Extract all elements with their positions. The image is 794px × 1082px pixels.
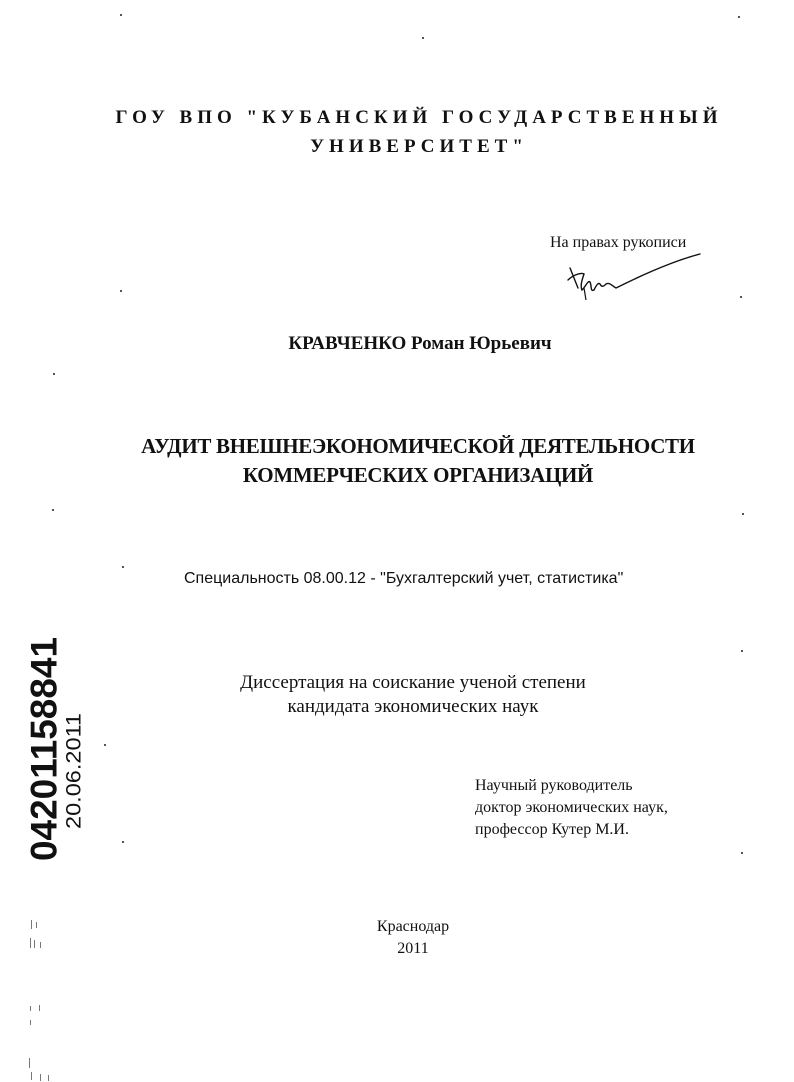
scan-speck: [122, 841, 124, 843]
scan-speck: [740, 296, 742, 298]
scan-mark: [48, 1075, 49, 1081]
scan-mark: [40, 942, 41, 948]
adviser-line3: профессор Кутер М.И.: [475, 821, 629, 838]
scan-speck: [122, 566, 124, 568]
scan-speck: [422, 37, 424, 39]
stamp-date: [62, 712, 86, 830]
specialty: Специальность 08.00.12 - "Бухгалтерский учет, статистика": [184, 570, 624, 587]
scan-speck: [120, 290, 122, 292]
stamp-number-text: 04201158841: [24, 636, 64, 861]
adviser-line2: доктор экономических наук,: [475, 799, 668, 816]
city: Краснодар: [376, 918, 450, 935]
scan-speck: [741, 650, 743, 652]
scan-mark: [34, 940, 35, 948]
scan-mark: [31, 920, 32, 929]
scan-speck: [120, 14, 122, 16]
scan-speck: [742, 513, 744, 515]
scan-mark: [29, 1058, 30, 1068]
scan-speck: [104, 744, 106, 746]
scan-mark: [30, 1020, 31, 1025]
stamp-number: [24, 636, 64, 862]
author-name: КРАВЧЕНКО Роман Юрьевич: [288, 333, 552, 354]
scan-mark: [36, 922, 37, 928]
degree-line1: Диссертация на соискание ученой степени: [240, 672, 586, 693]
scan-speck: [741, 852, 743, 854]
dissertation-title-line1: АУДИТ ВНЕШНЕЭКОНОМИЧЕСКОЙ ДЕЯТЕЛЬНОСТИ: [141, 434, 695, 458]
scan-speck: [738, 16, 740, 18]
scan-mark: [31, 1072, 32, 1080]
manuscript-rights-note: На правах рукописи: [550, 234, 687, 251]
year: 2011: [397, 940, 429, 957]
organization-name-line1: ГОУ ВПО "КУБАНСКИЙ ГОСУДАРСТВЕННЫЙ: [115, 107, 723, 128]
scan-speck: [53, 373, 55, 375]
scan-mark: [30, 1006, 31, 1011]
stamp-date-text: 20.06.2011: [62, 725, 86, 829]
scan-mark: [40, 1074, 41, 1081]
adviser-line1: Научный руководитель: [475, 777, 633, 794]
organization-name-line2: УНИВЕРСИТЕТ": [310, 136, 528, 157]
signature-icon: [560, 250, 710, 305]
scan-mark: [30, 938, 31, 948]
degree-line2: кандидата экономических наук: [287, 696, 539, 717]
dissertation-title-line2: КОММЕРЧЕСКИХ ОРГАНИЗАЦИЙ: [242, 463, 594, 487]
scan-speck: [52, 509, 54, 511]
scan-mark: [39, 1005, 40, 1011]
